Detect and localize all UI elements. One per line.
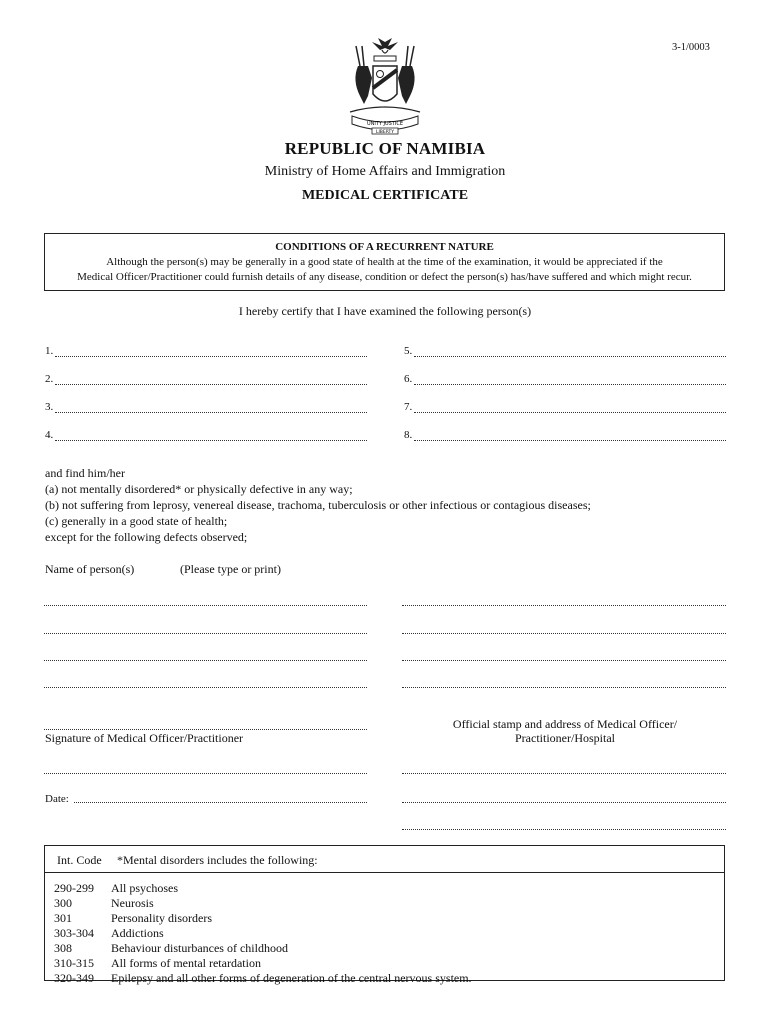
name-line-2[interactable] xyxy=(402,605,726,607)
ministry-name: Ministry of Home Affairs and Immigration xyxy=(264,164,506,179)
person-number: 1. xyxy=(45,345,54,357)
dotted-line xyxy=(414,345,726,357)
code-cell: 303-304 xyxy=(54,926,94,940)
table-row xyxy=(54,971,472,986)
stamp-line-2[interactable] xyxy=(402,802,726,804)
name-label: Name of person(s) xyxy=(45,562,135,576)
document-title: MEDICAL CERTIFICATE xyxy=(301,188,469,203)
desc-cell: Behaviour disturbances of childhood xyxy=(111,941,288,955)
table-row xyxy=(54,911,472,926)
dotted-line xyxy=(55,373,367,385)
conditions-text-line-2: Medical Officer/Practitioner could furnish details of any disease, condition or defect the person(s) has/have suffered and which might recur. xyxy=(77,271,692,283)
name-line-3[interactable] xyxy=(44,633,367,635)
mental-disorders-header: *Mental disorders includes the following: xyxy=(117,853,318,867)
signature-label: Signature of Medical Officer/Practitioner xyxy=(45,731,244,745)
person-number: 4. xyxy=(45,429,54,441)
finding-b: (b) not suffering from leprosy, venereal disease, trachoma, tuberculosis or other infectious or contagious diseases; xyxy=(45,498,591,512)
codes-list xyxy=(54,881,472,986)
certify-statement: I hereby certify that I have examined the following person(s) xyxy=(238,304,532,318)
finding-c: (c) generally in a good state of health; xyxy=(45,514,228,528)
desc-cell: Addictions xyxy=(111,926,164,940)
desc-cell: All psychoses xyxy=(111,881,178,895)
findings-section xyxy=(45,465,735,545)
desc-cell: Neurosis xyxy=(111,896,154,910)
person-field-2[interactable] xyxy=(45,373,367,389)
table-row xyxy=(54,941,472,956)
dotted-line xyxy=(414,373,726,385)
stamp-line-1[interactable] xyxy=(402,773,726,775)
person-field-1[interactable] xyxy=(45,345,367,361)
table-row xyxy=(54,881,472,896)
person-number: 8. xyxy=(404,429,413,441)
person-number: 5. xyxy=(404,345,413,357)
findings-intro: and find him/her xyxy=(45,466,125,480)
code-cell: 300 xyxy=(54,896,72,910)
name-line-6[interactable] xyxy=(402,660,726,662)
person-number: 6. xyxy=(404,373,413,385)
table-row xyxy=(54,926,472,941)
svg-text:UNITY JUSTICE: UNITY JUSTICE xyxy=(366,121,404,127)
coat-of-arms-emblem xyxy=(338,36,432,136)
desc-cell: Epilepsy and all other forms of degeneration of the central nervous system. xyxy=(111,971,472,985)
codes-table-header xyxy=(45,846,724,873)
person-field-8[interactable] xyxy=(404,429,726,445)
date-label: Date: xyxy=(45,793,69,805)
code-cell: 301 xyxy=(54,911,72,925)
conditions-box xyxy=(44,233,725,291)
desc-cell: Personality disorders xyxy=(111,911,212,925)
stamp-line-3[interactable] xyxy=(402,829,726,831)
person-number: 7. xyxy=(404,401,413,413)
conditions-text-line-1: Although the person(s) may be generally in a good state of health at the time of the examination, it would be appreciated if the xyxy=(106,256,663,268)
mental-disorder-codes-table xyxy=(44,845,725,985)
date-field[interactable] xyxy=(74,802,367,804)
name-hint: (Please type or print) xyxy=(180,562,281,576)
name-line-1[interactable] xyxy=(44,605,367,607)
findings-except: except for the following defects observed; xyxy=(45,530,248,544)
person-number: 2. xyxy=(45,373,54,385)
person-number: 3. xyxy=(45,401,54,413)
finding-a: (a) not mentally disordered* or physically defective in any way; xyxy=(45,482,353,496)
code-cell: 320-349 xyxy=(54,971,94,985)
name-line-5[interactable] xyxy=(44,660,367,662)
name-line-4[interactable] xyxy=(402,633,726,635)
name-line-7[interactable] xyxy=(44,687,367,689)
code-cell: 290-299 xyxy=(54,881,94,895)
dotted-line xyxy=(414,401,726,413)
svg-text:LIBERTY: LIBERTY xyxy=(375,130,395,135)
person-field-4[interactable] xyxy=(45,429,367,445)
stamp-label-line-1: Official stamp and address of Medical Officer/ xyxy=(452,717,678,731)
person-field-5[interactable] xyxy=(404,345,726,361)
int-code-header: Int. Code xyxy=(57,853,102,867)
code-cell: 308 xyxy=(54,941,72,955)
dotted-line xyxy=(414,429,726,441)
table-row xyxy=(54,956,472,971)
conditions-heading: CONDITIONS OF A RECURRENT NATURE xyxy=(275,241,494,253)
code-cell: 310-315 xyxy=(54,956,94,970)
desc-cell: All forms of mental retardation xyxy=(111,956,261,970)
stamp-label-line-2: Practitioner/Hospital xyxy=(515,731,615,745)
dotted-line xyxy=(55,345,367,357)
form-reference: 3-1/0003 xyxy=(672,42,710,53)
extra-line-left[interactable] xyxy=(44,773,367,775)
table-row xyxy=(54,896,472,911)
person-field-6[interactable] xyxy=(404,373,726,389)
country-title: REPUBLIC OF NAMIBIA xyxy=(284,139,486,158)
name-line-8[interactable] xyxy=(402,687,726,689)
dotted-line xyxy=(55,429,367,441)
person-field-3[interactable] xyxy=(45,401,367,417)
dotted-line xyxy=(55,401,367,413)
person-field-7[interactable] xyxy=(404,401,726,417)
